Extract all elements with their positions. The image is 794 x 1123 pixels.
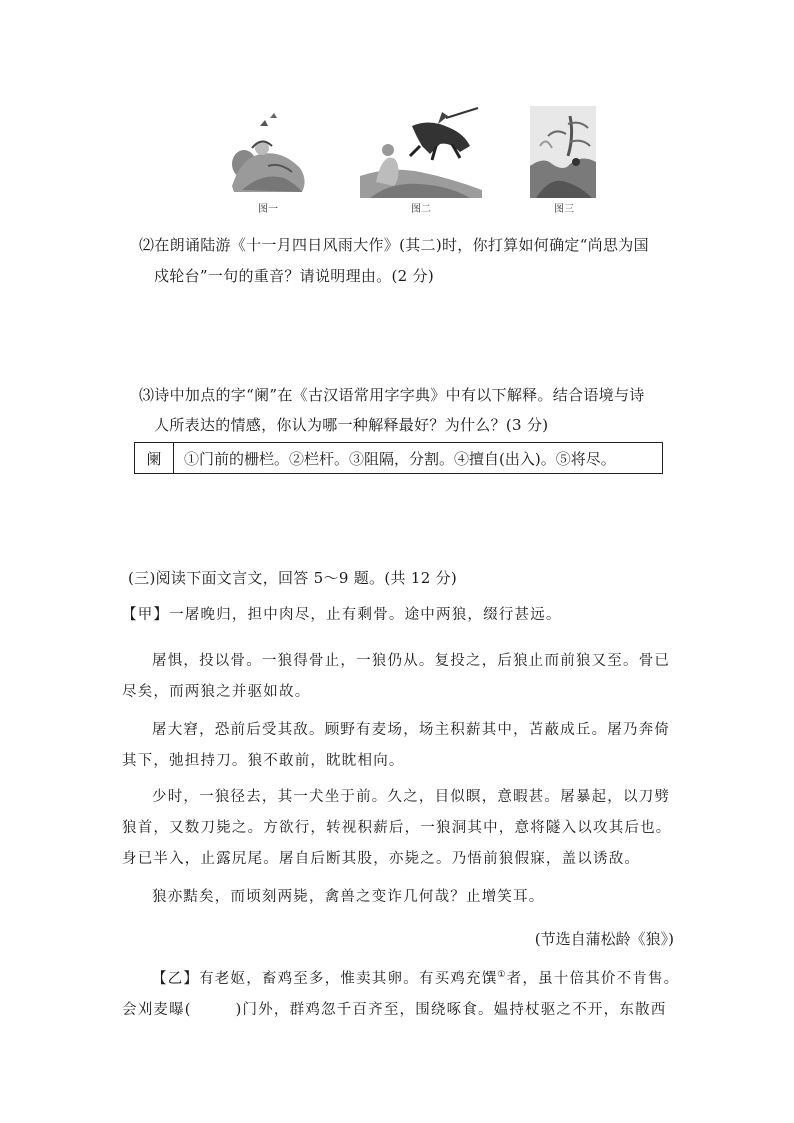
passage-yi-paragraph: [122, 960, 682, 1026]
passage-jia-paragraph-1: [122, 600, 682, 631]
passage-jia-p4-text: 少时，一狼径去，其一犬坐于前。久之，目似瞑，意暇甚。屠暴起，以刀劈狼首，又数刀毙之。方欲行，转视积薪后，一狼洞其中，意将隧入以攻其后也。身已半入，止露尻尾。屠自后断其股，亦毙之。乃悟前狼假寐，盖以诱敌。: [122, 789, 672, 867]
passage-jia-paragraph-5: [122, 882, 682, 913]
poet-resting-butterflies-illustration: [222, 106, 314, 198]
passage-source: (节选自蒲松龄《狼》): [534, 930, 674, 948]
passage-jia-paragraph-2: [122, 646, 682, 708]
question-3-line-2: 人所表达的情感，你认为哪一种解释最好？为什么？(3 分): [154, 416, 549, 434]
passage-jia-p2-text: 屠惧，投以骨。一狼得骨止，一狼仍从。复投之，后狼止而前狼又至。骨已尽矣，而两狼之并驱如故。: [122, 653, 671, 700]
landscape-painting-illustration: [530, 106, 596, 198]
figure-2-caption: 图二: [411, 204, 431, 215]
question-3-line-1: ⑶诗中加点的字“阑”在《古汉语常用字字典》中有以下解释。结合语境与诗: [139, 386, 645, 404]
passage-jia-p5-text: 狼亦黠矣，而顷刻两毙，禽兽之变诈几何哉？止增笑耳。: [152, 889, 545, 905]
dictionary-character: 阑: [135, 443, 174, 473]
dictionary-meanings: ①门前的栅栏。②栏杆。③阻隔，分割。④擅自(出入)。⑤将尽。: [184, 449, 616, 468]
poet-dreaming-horse-rider-illustration: [360, 106, 482, 198]
question-2-line-1: ⑵在朗诵陆游《十一月四日风雨大作》(其二)时，你打算如何确定“尚思为国: [139, 236, 649, 254]
figure-3-caption: 图三: [554, 204, 574, 215]
passage-yi-part-2: 者，虽十倍其价不肯售。会刈麦曝(: [122, 970, 680, 1018]
figure-1-caption: 图一: [258, 204, 278, 215]
figure-2: [360, 106, 482, 198]
passage-jia-paragraph-3: [122, 715, 682, 777]
footnote-marker: ①: [497, 970, 507, 980]
passage-jia-p1-text: 【甲】一屠晚归，担中肉尽，止有剩骨。途中两狼，缀行甚远。: [122, 607, 562, 623]
passage-jia-p3-text: 屠大窘，恐前后受其敌。顾野有麦场，场主积薪其中，苫蔽成丘。屠乃奔倚其下，弛担持刀。狼不敢前，眈眈相向。: [122, 722, 671, 769]
section-3-heading: (三)阅读下面文言文，回答 5～9 题。(共 12 分): [128, 569, 458, 587]
passage-yi-part-1: 【乙】有老妪，畜鸡至多，惟卖其卵。有买鸡充馔: [152, 970, 498, 987]
dictionary-table: [134, 442, 663, 474]
passage-yi-part-3: )门外，群鸡忽千百齐至，围绕啄食。媪持杖驱之不开，东散西: [235, 1001, 667, 1018]
question-2-line-2: 戍轮台”一句的重音？请说明理由。(2 分): [154, 267, 434, 285]
figure-3: [530, 106, 596, 198]
passage-jia-paragraph-4: [122, 782, 682, 875]
figure-1: [222, 106, 314, 198]
